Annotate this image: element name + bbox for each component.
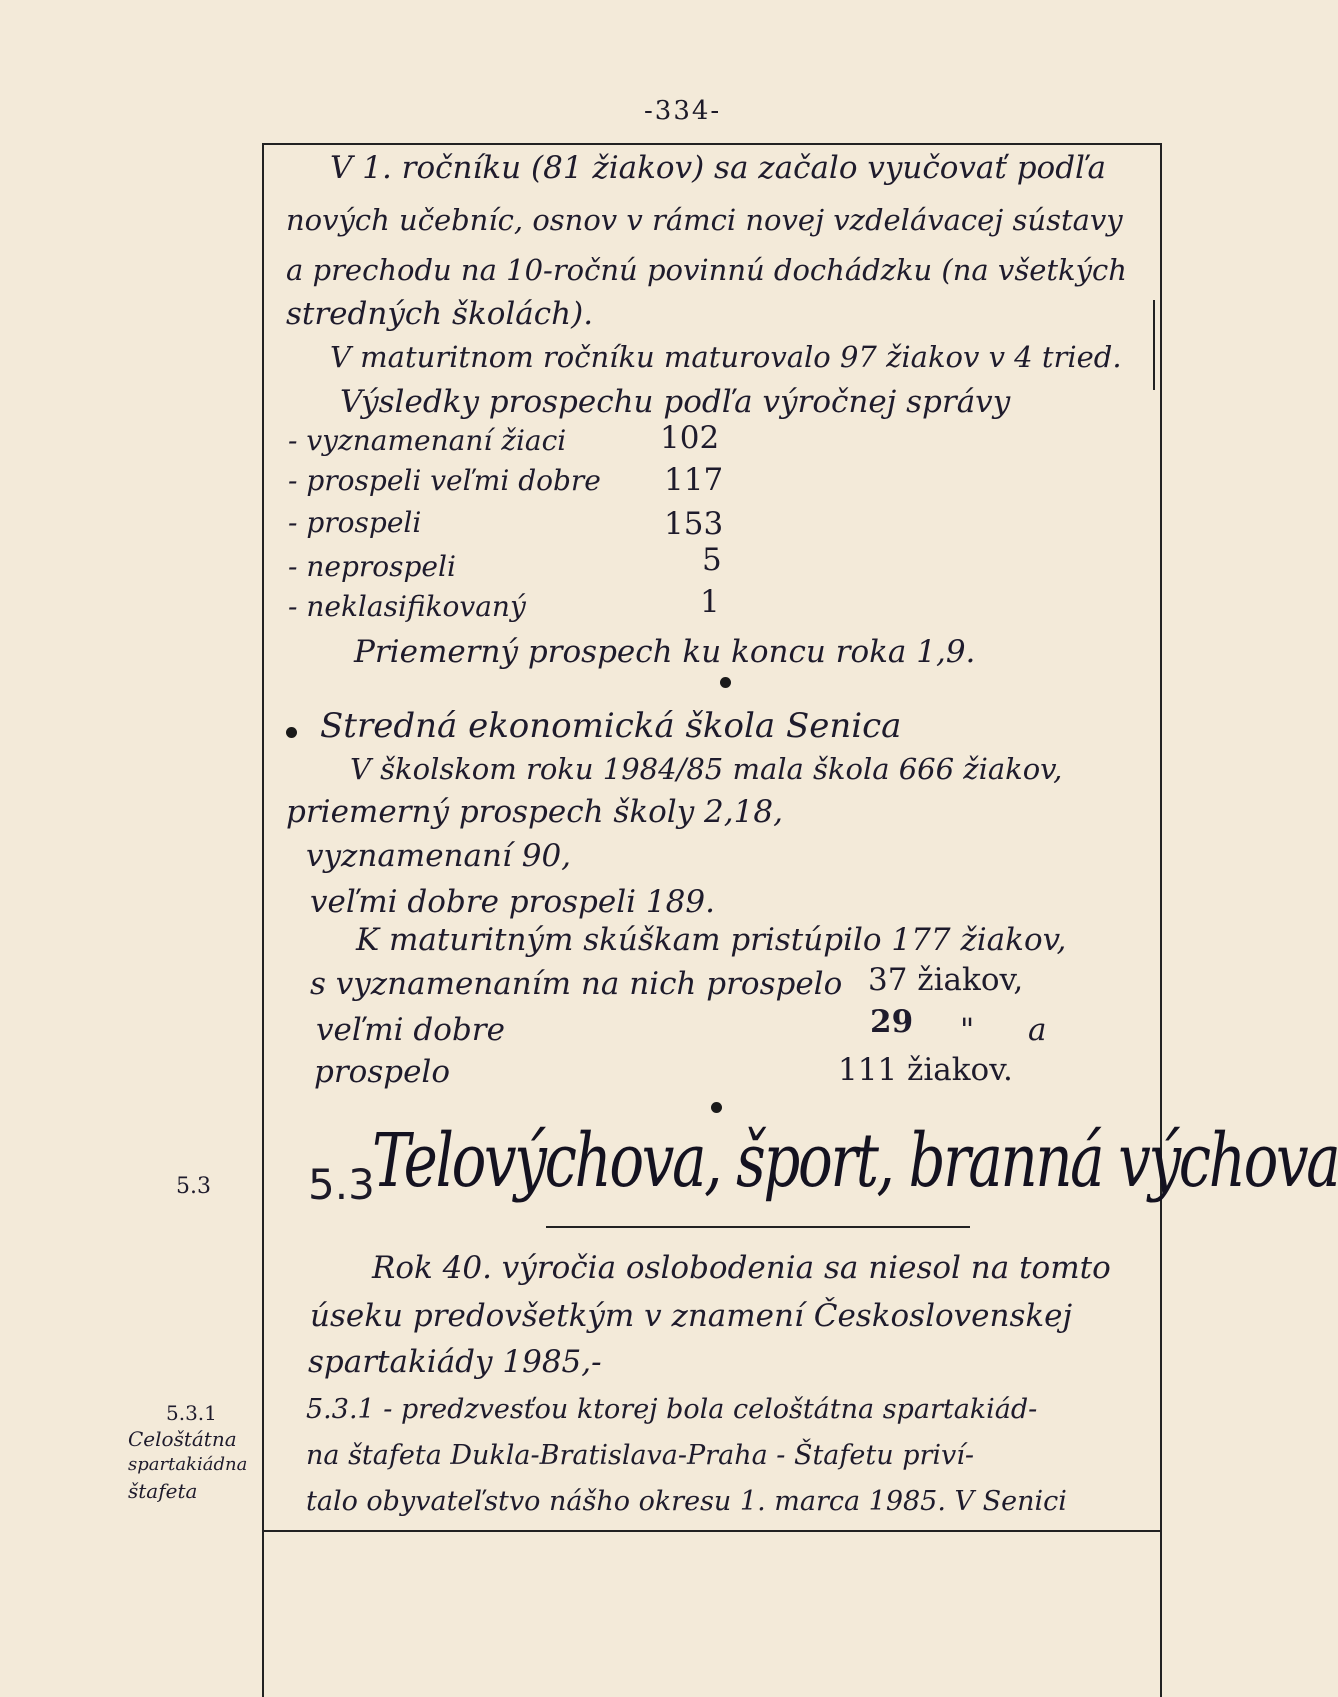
section-number: 5.3 — [308, 1160, 375, 1209]
text-line: na štafeta Dukla-Bratislava-Praha - Štafetu priví- — [306, 1440, 975, 1471]
average-line: Priemerný prospech ku koncu roka 1,9. — [354, 634, 976, 670]
text-line: V školskom roku 1984/85 mala škola 666 žiakov, — [350, 752, 1063, 786]
text-line: a prechodu na 10-ročnú povinnú dochádzku (na všetkých — [286, 253, 1127, 287]
text-line: Výsledky prospechu podľa výročnej správy — [340, 384, 1011, 420]
text-line: 37 žiakov, — [868, 962, 1024, 998]
text-line: Rok 40. výročia oslobodenia sa niesol na tomto — [372, 1250, 1111, 1286]
text-line: s vyznamenaním na nich prospelo — [310, 966, 843, 1002]
text-line: V 1. ročníku (81 žiakov) sa začalo vyučovať podľa — [330, 150, 1106, 186]
result-value: 153 — [664, 506, 724, 542]
margin-subsection-number: 5.3.1 — [166, 1401, 217, 1425]
text-line: K maturitným skúškam pristúpilo 177 žiakov, — [356, 922, 1067, 958]
margin-note-line: štafeta — [128, 1479, 198, 1503]
result-value: 5 — [702, 542, 722, 578]
result-label: - prospeli — [288, 506, 422, 539]
margin-note-line: spartakiádna — [128, 1454, 248, 1475]
text-line: nových učebníc, osnov v rámci novej vzdelávacej sústavy — [286, 203, 1123, 237]
side-rule — [1153, 300, 1155, 390]
text-value: 29 — [870, 1004, 914, 1040]
margin-note-line: Celoštátna — [128, 1427, 237, 1451]
bullet-dot — [286, 727, 297, 738]
bottom-rule — [262, 1530, 1162, 1532]
result-label: - vyznamenaní žiaci — [288, 424, 567, 457]
text-line: 111 žiakov. — [838, 1052, 1013, 1088]
ditto-mark: " — [960, 1012, 975, 1048]
result-value: 102 — [660, 420, 720, 456]
result-value: 117 — [664, 462, 724, 498]
margin-section-number: 5.3 — [176, 1174, 211, 1199]
bullet-dot — [711, 1102, 722, 1113]
text-line: talo obyvateľstvo nášho okresu 1. marca 1985. V Senici — [306, 1486, 1067, 1517]
text-line: vyznamenaní 90, — [306, 838, 572, 874]
text-line: veľmi dobre — [316, 1012, 505, 1048]
text-line: prospelo — [314, 1054, 451, 1090]
school-title: Stredná ekonomická škola Senica — [320, 706, 902, 746]
heading-underline — [546, 1226, 970, 1228]
text-line: a — [1028, 1012, 1047, 1048]
text-line: spartakiády 1985,- — [308, 1344, 602, 1380]
text-line: V maturitnom ročníku maturovalo 97 žiakov v 4 tried. — [330, 340, 1122, 374]
section-title: Telovýchova, šport, branná výchova — [372, 1118, 1338, 1204]
result-label: - neklasifikovaný — [288, 590, 526, 623]
bullet-dot — [720, 677, 731, 688]
result-label: - prospeli veľmi dobre — [288, 464, 601, 497]
text-line: úseku predovšetkým v znamení Československej — [310, 1298, 1073, 1334]
page-number: -334- — [644, 96, 722, 126]
text-line: stredných školách). — [286, 296, 594, 332]
text-line: veľmi dobre prospeli 189. — [310, 884, 715, 920]
result-value: 1 — [700, 584, 720, 620]
text-line: 5.3.1 - predzvesťou ktorej bola celoštátna spartakiád- — [306, 1394, 1038, 1425]
result-label: - neprospeli — [288, 550, 456, 583]
text-line: priemerný prospech školy 2,18, — [286, 794, 783, 830]
